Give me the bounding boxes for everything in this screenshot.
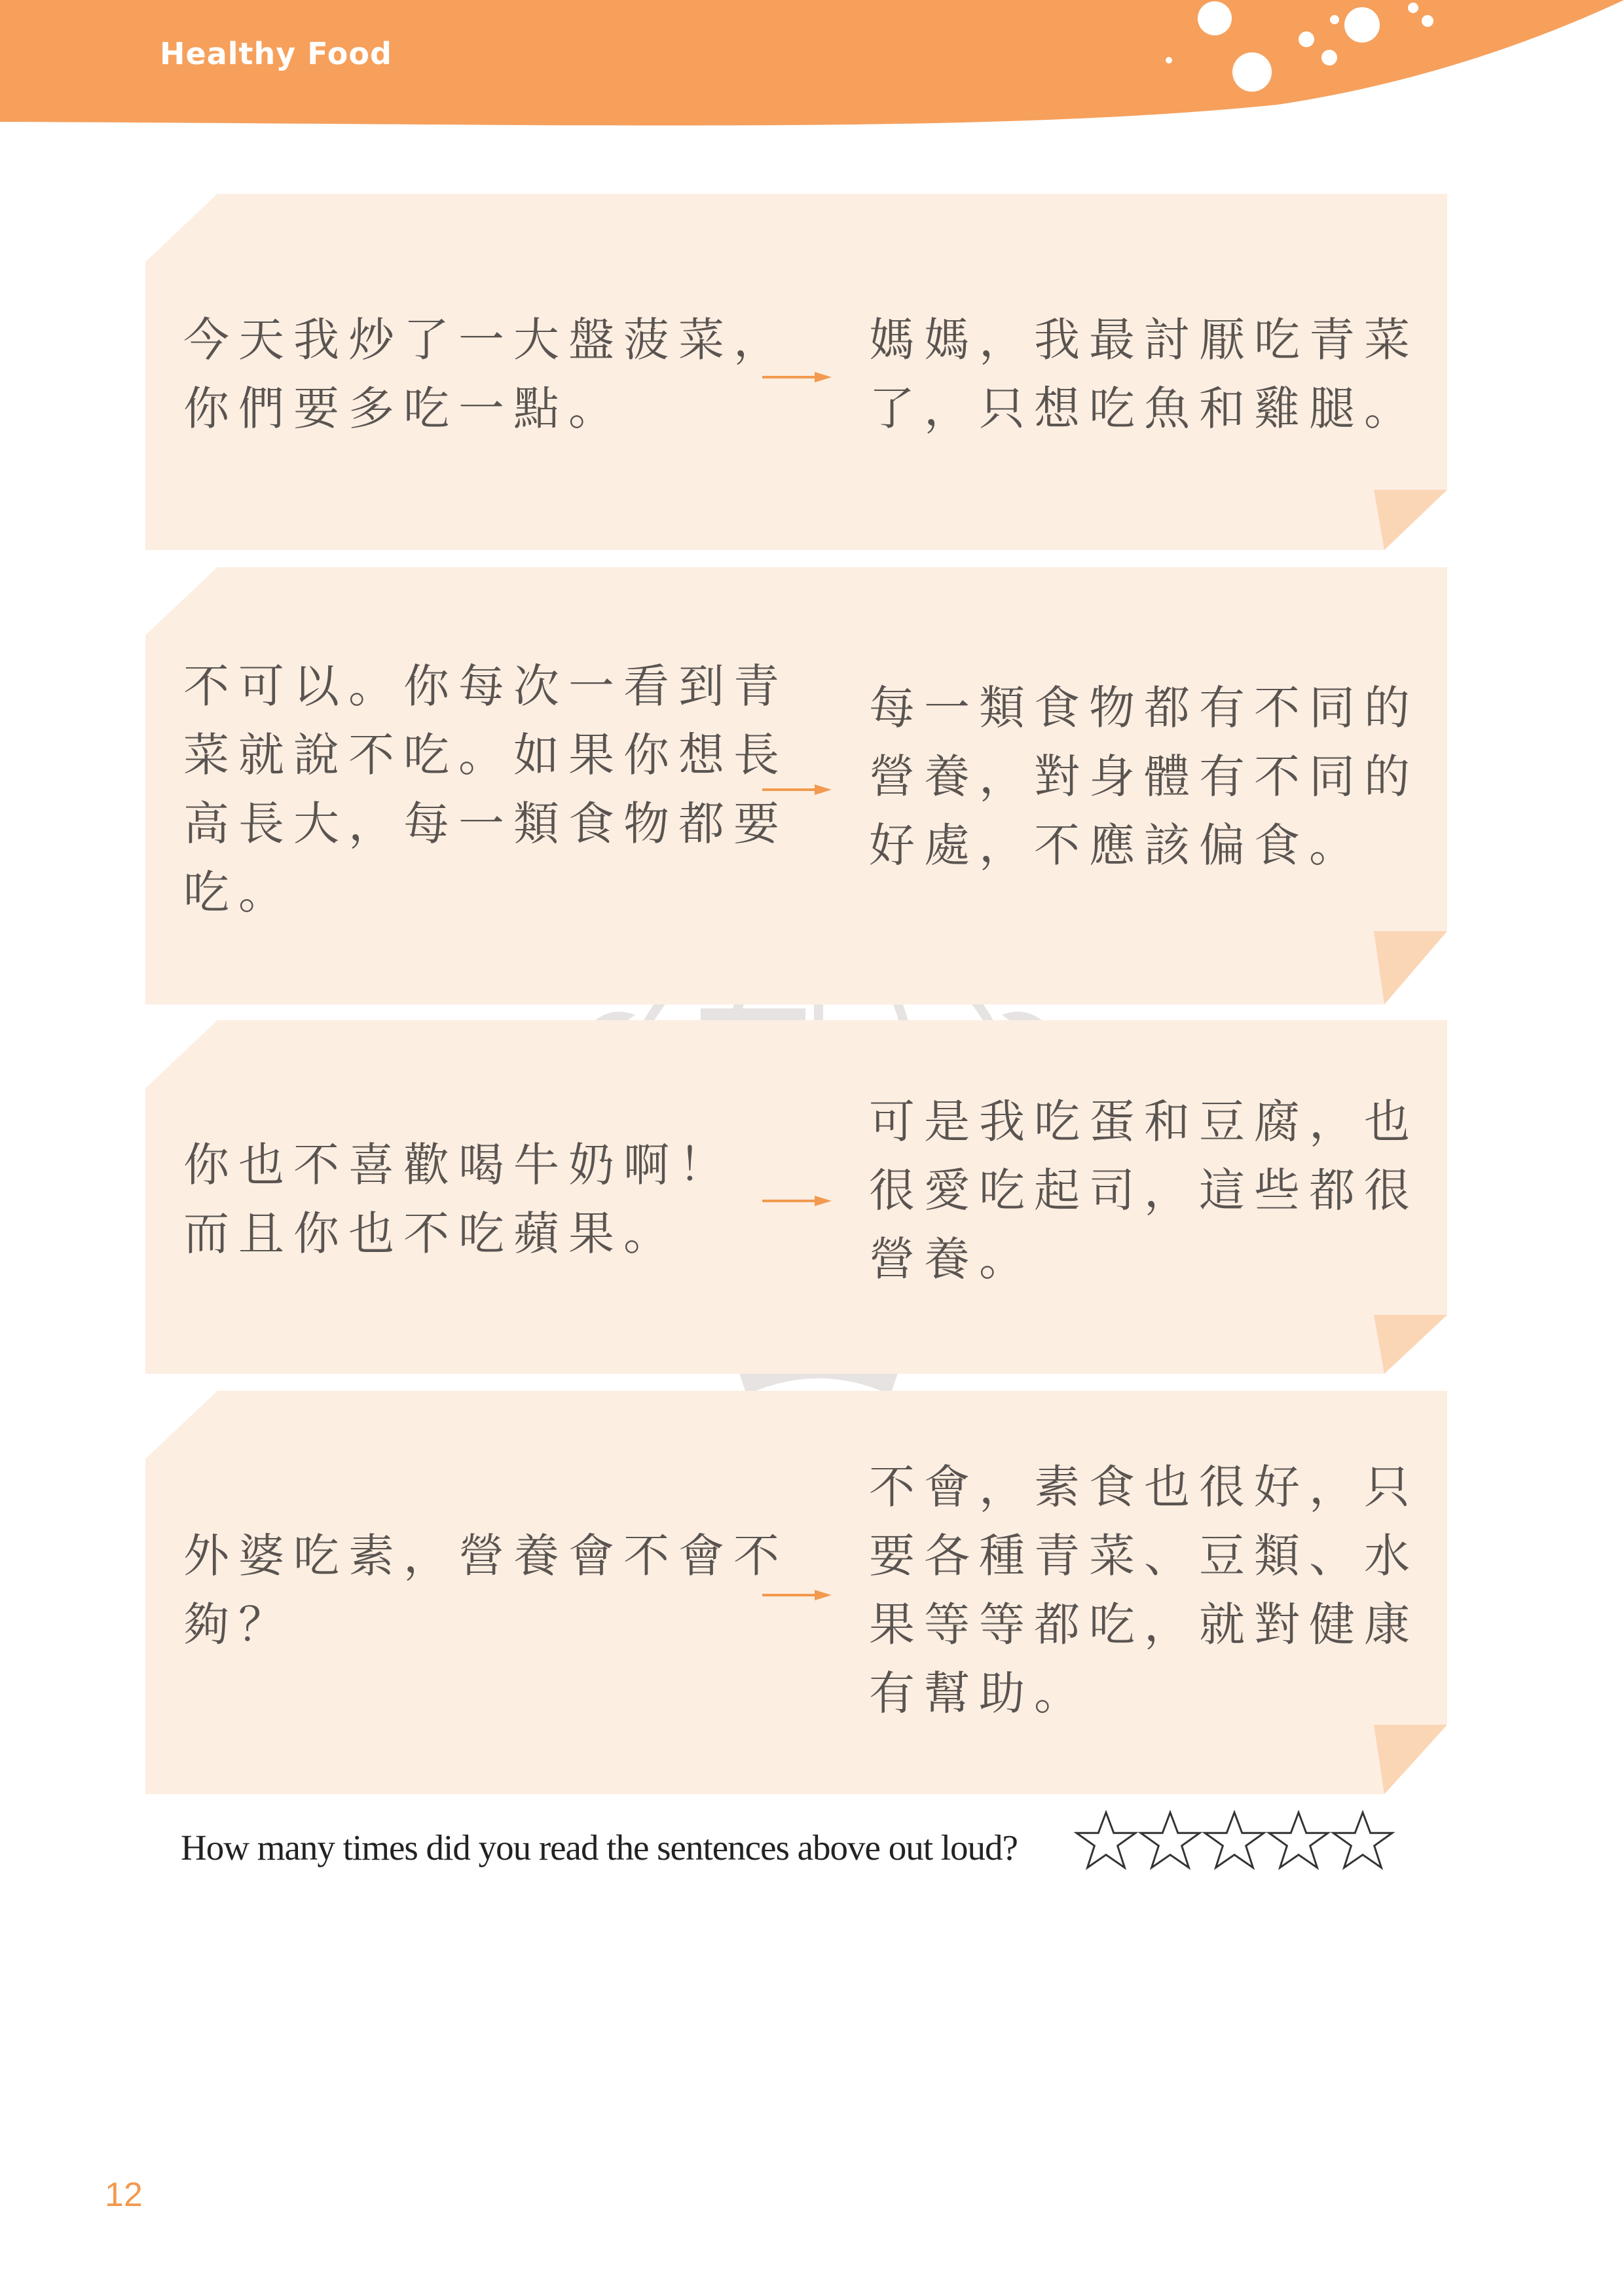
speaker-a-text <box>183 194 788 555</box>
text-line: 要各種青菜、豆類、水 <box>869 1529 1419 1583</box>
text-line: 你們要多吃一點。 <box>183 382 623 435</box>
speaker-b-text <box>869 1391 1445 1790</box>
page-header <box>0 0 1624 131</box>
star-icon[interactable] <box>1138 1809 1202 1873</box>
text-line: 媽媽，我最討厭吃青菜 <box>869 313 1419 367</box>
text-line: 了，只想吃魚和雞腿。 <box>869 382 1419 435</box>
text-line: 今天我炒了一大盤菠菜， <box>183 313 788 367</box>
text-line: 不可以。你每次一看到青 <box>183 659 788 713</box>
header-title: Healthy Food <box>160 36 392 71</box>
speaker-a-text <box>183 580 788 999</box>
arrow-icon <box>762 1589 834 1602</box>
text-line: 而且你也不吃蘋果。 <box>183 1207 678 1261</box>
text-line: 可是我吃蛋和豆腐，也 <box>869 1094 1419 1149</box>
star-icon[interactable] <box>1202 1809 1266 1873</box>
arrow-icon <box>762 1194 834 1207</box>
arrow-icon <box>762 371 834 384</box>
text-line: 吃。 <box>183 866 293 919</box>
page-number: 12 <box>105 2176 143 2214</box>
dialogue-card-2 <box>145 567 1455 1010</box>
text-line: 外婆吃素，營養會不會不 <box>183 1529 788 1583</box>
star-icon[interactable] <box>1074 1809 1138 1873</box>
text-line: 夠？ <box>183 1598 293 1651</box>
text-line: 菜就說不吃。如果你想長 <box>183 728 788 782</box>
dialogue-card-3 <box>145 1020 1455 1379</box>
dialogue-card-4 <box>145 1391 1455 1798</box>
text-line: 你也不喜歡喝牛奶啊！ <box>183 1138 733 1192</box>
text-line: 每一類食物都有不同的 <box>869 680 1419 735</box>
star-icon[interactable] <box>1331 1809 1395 1873</box>
speaker-b-text <box>869 1011 1445 1370</box>
reading-count-question: How many times did you read the sentences above out loud? <box>181 1828 1018 1868</box>
speaker-b-text <box>869 567 1445 986</box>
star-rating <box>1074 1809 1395 1873</box>
text-line: 營養。 <box>869 1232 1034 1286</box>
speaker-b-text <box>869 194 1445 555</box>
text-line: 有幫助。 <box>869 1666 1089 1720</box>
dialogue-card-1 <box>145 194 1455 555</box>
text-line: 高長大，每一類食物都要 <box>183 797 788 851</box>
text-line: 營養，對身體有不同的 <box>869 749 1419 803</box>
speaker-a-text <box>183 1391 788 1790</box>
star-icon[interactable] <box>1266 1809 1331 1873</box>
text-line: 不會，素食也很好，只 <box>869 1460 1419 1514</box>
text-line: 果等等都吃，就對健康 <box>869 1598 1419 1651</box>
arrow-icon <box>762 783 834 796</box>
text-line: 很愛吃起司，這些都很 <box>869 1163 1419 1217</box>
text-line: 好處，不應該偏食。 <box>869 818 1364 872</box>
speaker-a-text <box>183 1020 753 1379</box>
